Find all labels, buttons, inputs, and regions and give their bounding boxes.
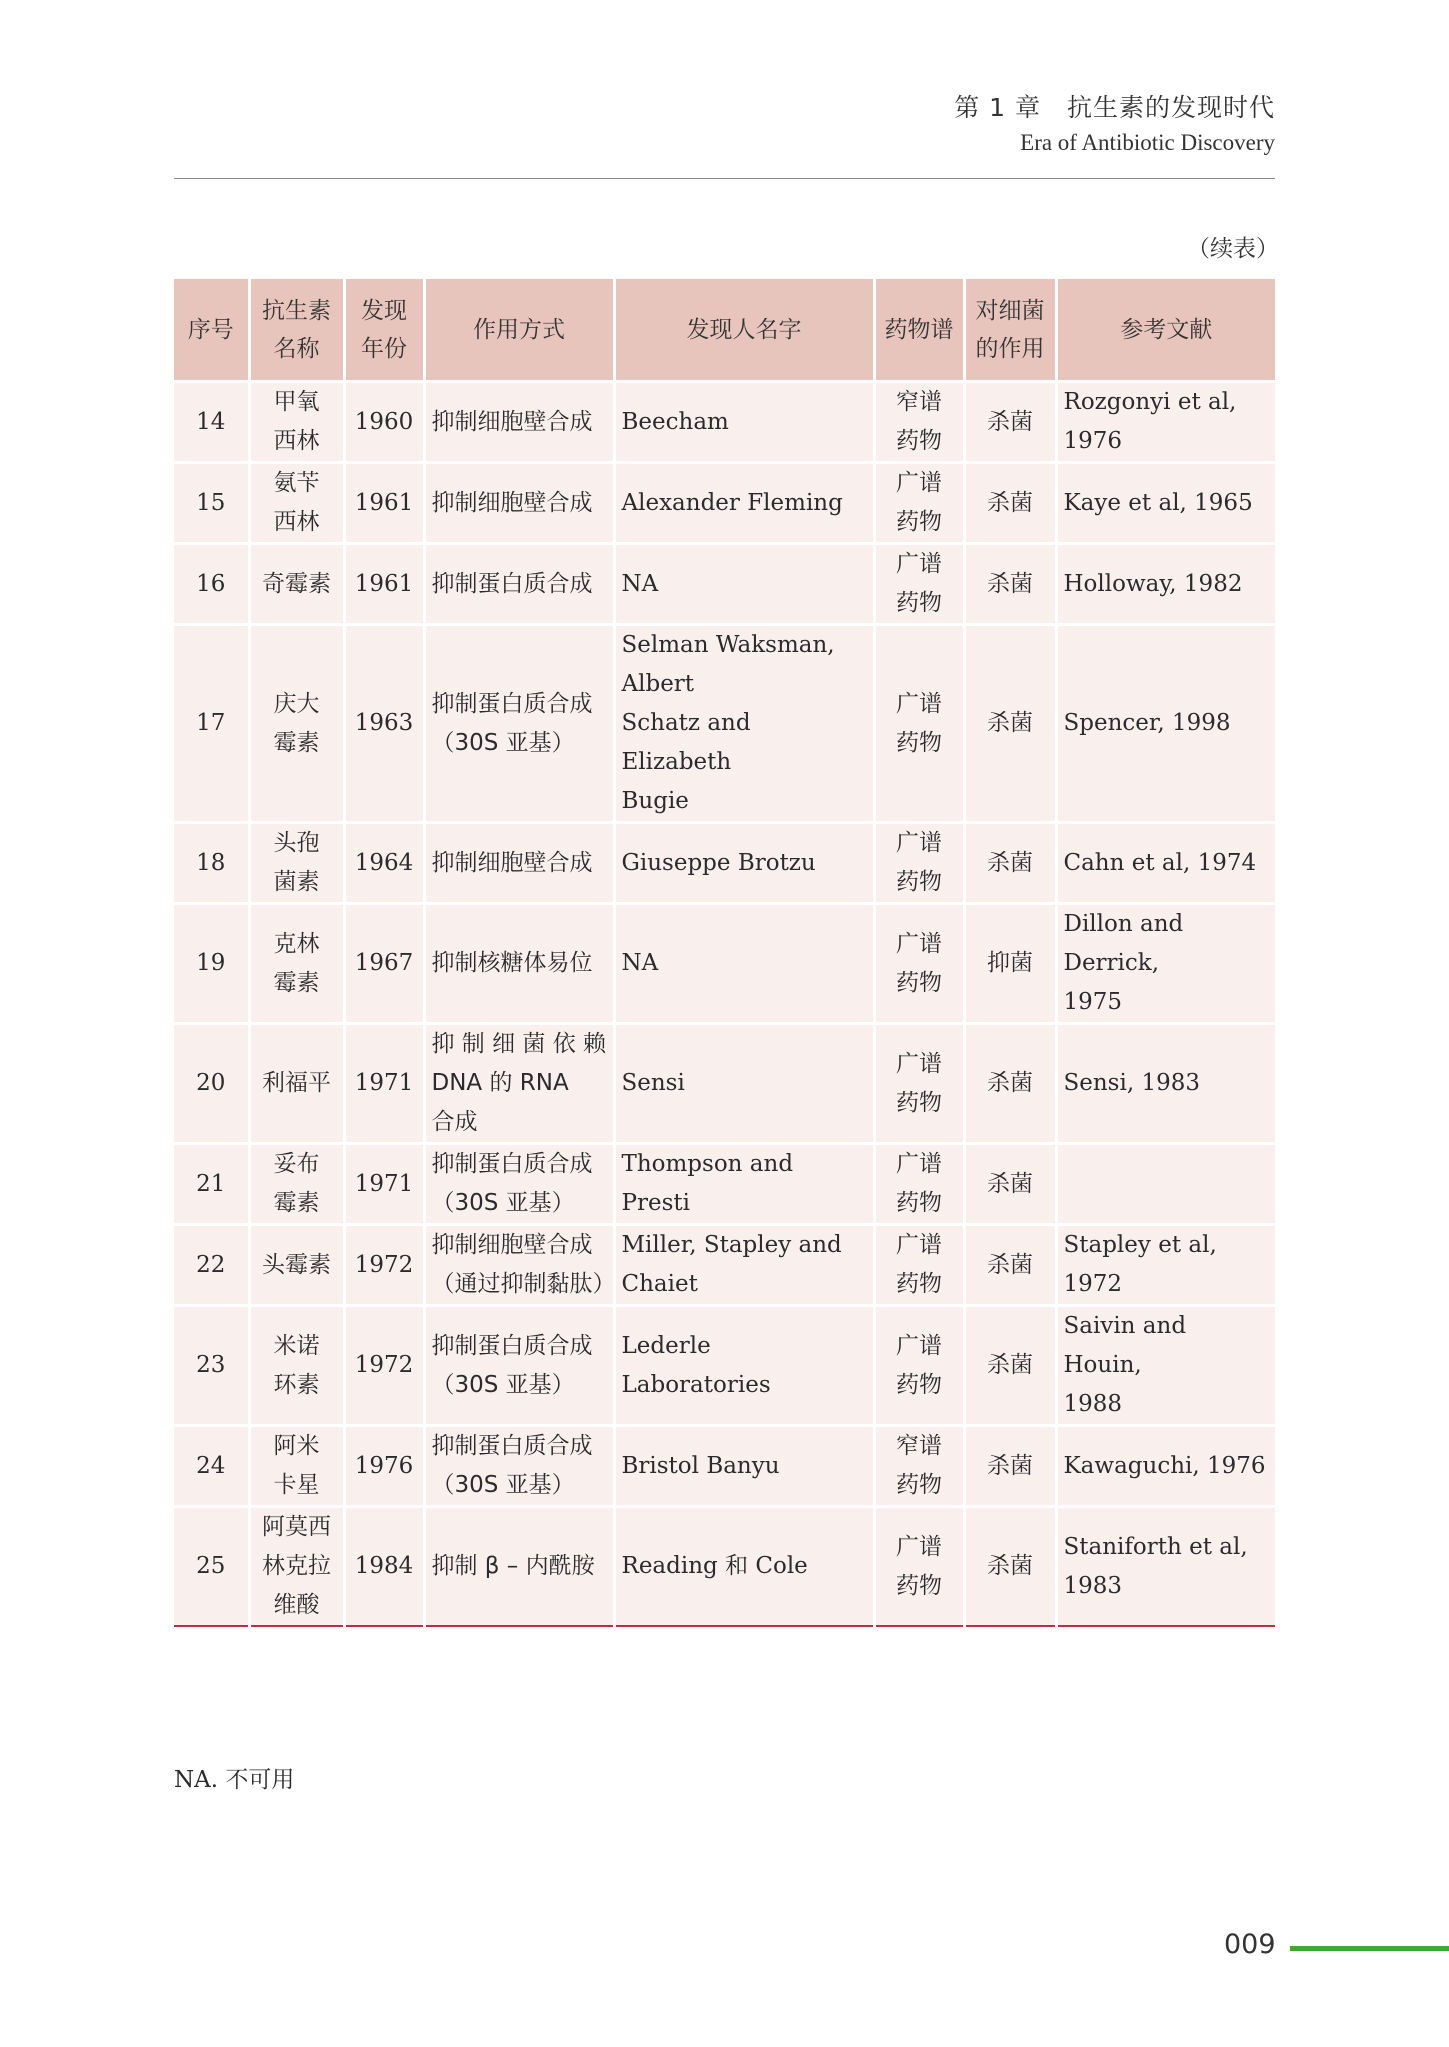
cell-line: 环素 [273, 1371, 320, 1398]
table-row [174, 1225, 1275, 1306]
cell-effect: 杀菌 [964, 1024, 1056, 1144]
cell-discoverer [614, 823, 874, 904]
cell-year: 1976 [344, 1426, 424, 1507]
cell-spectrum [874, 544, 964, 625]
cell-discoverer [614, 904, 874, 1024]
cell-line: 抑制蛋白质合成 [431, 1332, 593, 1359]
cell-effect: 杀菌 [964, 463, 1056, 544]
cell-name [249, 544, 344, 625]
cell-line: 菌素 [273, 869, 320, 895]
cell-no: 22 [174, 1225, 249, 1306]
cell-no: 19 [174, 904, 249, 1024]
cell-line: Beecham [621, 408, 729, 435]
cell-discoverer [614, 1024, 874, 1144]
cell-line: 妥布 [273, 1151, 320, 1177]
cell-year: 1964 [344, 823, 424, 904]
cell-year: 1960 [344, 382, 424, 463]
table-row [174, 1507, 1275, 1627]
table-row [174, 904, 1275, 1024]
cell-mode [424, 1306, 614, 1426]
cell-discoverer [614, 544, 874, 625]
cell-mode [424, 544, 614, 625]
cell-line: 抑制 β – 内酰胺 [431, 1553, 595, 1579]
header-col-ref [1056, 279, 1275, 382]
cell-ref [1056, 1225, 1275, 1306]
cell-line: Reading 和 Cole [621, 1553, 808, 1579]
cell-spectrum [874, 1426, 964, 1507]
header-col-effect [964, 279, 1056, 382]
cell-line: 抑制蛋白质合成 [431, 570, 593, 597]
cell-line: 抑 制 细 菌 依 赖 [431, 1031, 607, 1057]
cell-line: Thompson and Presti [621, 1151, 794, 1216]
cell-mode [424, 463, 614, 544]
cell-name [249, 1144, 344, 1225]
cell-line: 米诺 [273, 1332, 320, 1359]
cell-ref [1056, 1306, 1275, 1426]
cell-line: （通过抑制黏肽） [431, 1271, 616, 1297]
cell-spectrum [874, 1225, 964, 1306]
cell-effect: 杀菌 [964, 1507, 1056, 1627]
cell-spectrum [874, 1507, 964, 1627]
cell-line: NA [621, 570, 659, 597]
cell-mode [424, 823, 614, 904]
cell-year: 1971 [344, 1144, 424, 1225]
cell-line: 药物 [896, 729, 942, 756]
cell-name [249, 1426, 344, 1507]
cell-mode [424, 1426, 614, 1507]
header-col-spectrum [874, 279, 964, 382]
cell-mode [424, 1024, 614, 1144]
cell-line: 广谱 [896, 551, 942, 577]
cell-line: 窄谱 [896, 1433, 942, 1459]
cell-line: 广谱 [896, 690, 942, 717]
cell-discoverer [614, 463, 874, 544]
cell-line: 药物 [896, 1472, 942, 1498]
cell-line: 对细菌 [975, 297, 1045, 324]
cell-year: 1961 [344, 463, 424, 544]
cell-line: 广谱 [896, 1533, 942, 1560]
cell-spectrum [874, 382, 964, 463]
cell-ref [1056, 904, 1275, 1024]
cell-line: 霉素 [273, 1190, 320, 1216]
cell-line: 1975 [1063, 989, 1123, 1015]
cell-line: 利福平 [262, 1070, 331, 1096]
cell-line: 药物 [896, 590, 942, 616]
cell-line: 广谱 [896, 1332, 942, 1359]
cell-mode [424, 1144, 614, 1225]
cell-discoverer [614, 1144, 874, 1225]
cell-line: 头孢 [273, 830, 320, 856]
cell-line: Sensi [621, 1070, 685, 1096]
table-row [174, 382, 1275, 463]
cell-line: 甲氧 [273, 389, 320, 415]
cell-no: 17 [174, 625, 249, 823]
cell-name [249, 382, 344, 463]
cell-effect: 杀菌 [964, 1225, 1056, 1306]
cell-line: 卡星 [273, 1472, 320, 1498]
cell-discoverer [614, 1225, 874, 1306]
cell-line: 药物 [896, 1190, 942, 1216]
cell-line: 名称 [273, 335, 320, 362]
cell-line: Sensi, 1983 [1063, 1070, 1200, 1096]
cell-ref [1056, 382, 1275, 463]
cell-discoverer [614, 1306, 874, 1426]
cell-line: Miller, Stapley and Chaiet [621, 1232, 842, 1297]
cell-effect: 杀菌 [964, 544, 1056, 625]
cell-year: 1984 [344, 1507, 424, 1627]
cell-no: 18 [174, 823, 249, 904]
cell-mode [424, 1225, 614, 1306]
cell-line: Kaye et al, 1965 [1063, 489, 1253, 516]
cell-name [249, 1024, 344, 1144]
cell-line: （30S 亚基） [431, 1190, 575, 1216]
cell-ref [1056, 544, 1275, 625]
table-row [174, 544, 1275, 625]
header-col-mode [424, 279, 614, 382]
cell-line: 药物 [896, 509, 942, 535]
cell-line: 广谱 [896, 930, 942, 957]
cell-line: 抑制蛋白质合成 [431, 690, 593, 717]
cell-name [249, 1306, 344, 1426]
cell-line: 霉素 [273, 969, 320, 996]
cell-spectrum [874, 625, 964, 823]
cell-spectrum [874, 1144, 964, 1225]
running-header [954, 88, 1275, 156]
cell-ref [1056, 1507, 1275, 1627]
cell-line: 广谱 [896, 1151, 942, 1177]
cell-ref [1056, 1144, 1275, 1225]
cell-line: （30S 亚基） [431, 1371, 575, 1398]
cell-spectrum [874, 463, 964, 544]
cell-year: 1972 [344, 1225, 424, 1306]
cell-line: 抑制细胞壁合成 [431, 489, 593, 516]
cell-line: 抑制细胞壁合成 [431, 1232, 593, 1258]
cell-line: 药物 [896, 428, 942, 454]
cell-line: Schatz and Elizabeth [621, 710, 751, 775]
cell-effect: 杀菌 [964, 382, 1056, 463]
cell-line: （30S 亚基） [431, 729, 575, 756]
table-row [174, 823, 1275, 904]
cell-mode [424, 1507, 614, 1627]
cell-line: 药物 [896, 1371, 942, 1398]
cell-name [249, 625, 344, 823]
cell-mode [424, 382, 614, 463]
cell-line: 广谱 [896, 1232, 942, 1258]
cell-name [249, 823, 344, 904]
cell-line: 奇霉素 [262, 570, 331, 597]
chapter-title-en: Era of Antibiotic Discovery [1020, 130, 1275, 155]
cell-line: 序号 [187, 316, 234, 343]
cell-name [249, 904, 344, 1024]
cell-effect: 杀菌 [964, 1144, 1056, 1225]
cell-discoverer [614, 625, 874, 823]
cell-line: NA [621, 950, 659, 976]
cell-line: 药物 [896, 869, 942, 895]
cell-no: 14 [174, 382, 249, 463]
table-row [174, 1024, 1275, 1144]
table-row [174, 463, 1275, 544]
page-number: 009 [1224, 1929, 1276, 1960]
cell-line: 氨苄 [273, 470, 320, 496]
cell-line: 阿米 [273, 1433, 320, 1459]
cell-year: 1972 [344, 1306, 424, 1426]
cell-line: Rozgonyi et al, [1063, 389, 1237, 415]
cell-line: 药物 [896, 1572, 942, 1599]
cell-line: （30S 亚基） [431, 1472, 575, 1498]
table-row [174, 625, 1275, 823]
cell-line: Giuseppe Brotzu [621, 849, 816, 876]
cell-effect: 杀菌 [964, 1306, 1056, 1426]
cell-line: 1988 [1063, 1391, 1123, 1417]
cell-line: 抑制蛋白质合成 [431, 1151, 593, 1177]
cell-no: 24 [174, 1426, 249, 1507]
cell-line: 药物 [896, 1089, 942, 1116]
cell-mode [424, 625, 614, 823]
antibiotic-table [174, 279, 1275, 1627]
cell-line: Dillon and Derrick, [1063, 911, 1184, 976]
cell-spectrum [874, 1306, 964, 1426]
cell-ref [1056, 1024, 1275, 1144]
cell-line: 广谱 [896, 830, 942, 856]
cell-no: 15 [174, 463, 249, 544]
cell-ref [1056, 1426, 1275, 1507]
table-body [174, 382, 1275, 1627]
cell-no: 25 [174, 1507, 249, 1627]
cell-ref [1056, 823, 1275, 904]
cell-line: Cahn et al, 1974 [1063, 849, 1257, 876]
cell-spectrum [874, 904, 964, 1024]
cell-line: 年份 [361, 335, 407, 362]
cell-line: 窄谱 [896, 389, 942, 415]
cell-effect: 抑菌 [964, 904, 1056, 1024]
cell-ref [1056, 463, 1275, 544]
cell-line: 克林 [273, 930, 320, 957]
cell-line: 庆大 [273, 690, 320, 717]
cell-line: Holloway, 1982 [1063, 570, 1243, 597]
cell-line: Bugie [621, 788, 689, 814]
cell-year: 1967 [344, 904, 424, 1024]
cell-mode [424, 904, 614, 1024]
cell-line: Bristol Banyu [621, 1452, 780, 1479]
header-col-name [249, 279, 344, 382]
cell-line: 广谱 [896, 1050, 942, 1077]
cell-line: 药物谱 [884, 316, 954, 343]
cell-year: 1961 [344, 544, 424, 625]
cell-line: 广谱 [896, 470, 942, 496]
cell-line: 的作用 [975, 335, 1045, 362]
cell-line: 林克拉 [262, 1553, 331, 1579]
cell-effect: 杀菌 [964, 1426, 1056, 1507]
cell-line: 1983 [1063, 1572, 1123, 1599]
cell-effect: 杀菌 [964, 823, 1056, 904]
cell-line: 阿莫西 [262, 1514, 331, 1540]
cell-line: Lederle Laboratories [621, 1332, 771, 1398]
header-col-year [344, 279, 424, 382]
cell-line: Kawaguchi, 1976 [1063, 1452, 1266, 1479]
cell-line: 抑制核糖体易位 [431, 950, 593, 976]
cell-line: 1976 [1063, 428, 1123, 454]
table-footnote: NA. 不可用 [174, 1767, 295, 1793]
table-row [174, 1144, 1275, 1225]
cell-line: 药物 [896, 1271, 942, 1297]
cell-line: 西林 [273, 509, 320, 535]
table-header-row [174, 279, 1275, 382]
cell-line: 西林 [273, 428, 320, 454]
cell-no: 21 [174, 1144, 249, 1225]
table-row [174, 1306, 1275, 1426]
cell-line: Selman Waksman, Albert [621, 632, 835, 697]
page-accent-bar [1290, 1946, 1449, 1951]
cell-name [249, 1507, 344, 1627]
cell-line: 抗生素 [262, 297, 331, 324]
cell-no: 16 [174, 544, 249, 625]
cell-spectrum [874, 1024, 964, 1144]
chapter-title-zh: 第 1 章 抗生素的发现时代 [954, 93, 1275, 122]
cell-name [249, 463, 344, 544]
table-row [174, 1426, 1275, 1507]
cell-no: 20 [174, 1024, 249, 1144]
continued-label: （续表） [1187, 236, 1279, 262]
cell-line: Staniforth et al, [1063, 1533, 1248, 1560]
cell-discoverer [614, 382, 874, 463]
cell-line: Saivin and Houin, [1063, 1313, 1187, 1378]
header-rule [174, 178, 1275, 179]
cell-line: Spencer, 1998 [1063, 710, 1231, 736]
cell-year: 1963 [344, 625, 424, 823]
cell-effect: 杀菌 [964, 625, 1056, 823]
cell-no: 23 [174, 1306, 249, 1426]
cell-line: 抑制细胞壁合成 [431, 849, 593, 876]
cell-discoverer [614, 1507, 874, 1627]
cell-line: 抑制细胞壁合成 [431, 408, 593, 435]
cell-line: 作用方式 [473, 316, 565, 343]
cell-year: 1971 [344, 1024, 424, 1144]
cell-ref [1056, 625, 1275, 823]
cell-line: 发现人名字 [686, 316, 802, 343]
cell-line: 药物 [896, 969, 942, 996]
cell-line: 维酸 [273, 1592, 320, 1618]
cell-line: 头霉素 [262, 1251, 331, 1278]
cell-spectrum [874, 823, 964, 904]
cell-line: 发现 [361, 297, 407, 324]
cell-name [249, 1225, 344, 1306]
header-col-no [174, 279, 249, 382]
cell-line: 霉素 [273, 729, 320, 756]
cell-line: 参考文献 [1120, 316, 1213, 343]
cell-line: DNA 的 RNA [431, 1070, 569, 1096]
header-col-discoverer [614, 279, 874, 382]
cell-line: Stapley et al, 1972 [1063, 1232, 1217, 1297]
cell-line: 合成 [431, 1109, 478, 1135]
cell-line: Alexander Fleming [621, 489, 843, 516]
cell-discoverer [614, 1426, 874, 1507]
cell-line: 抑制蛋白质合成 [431, 1433, 593, 1459]
